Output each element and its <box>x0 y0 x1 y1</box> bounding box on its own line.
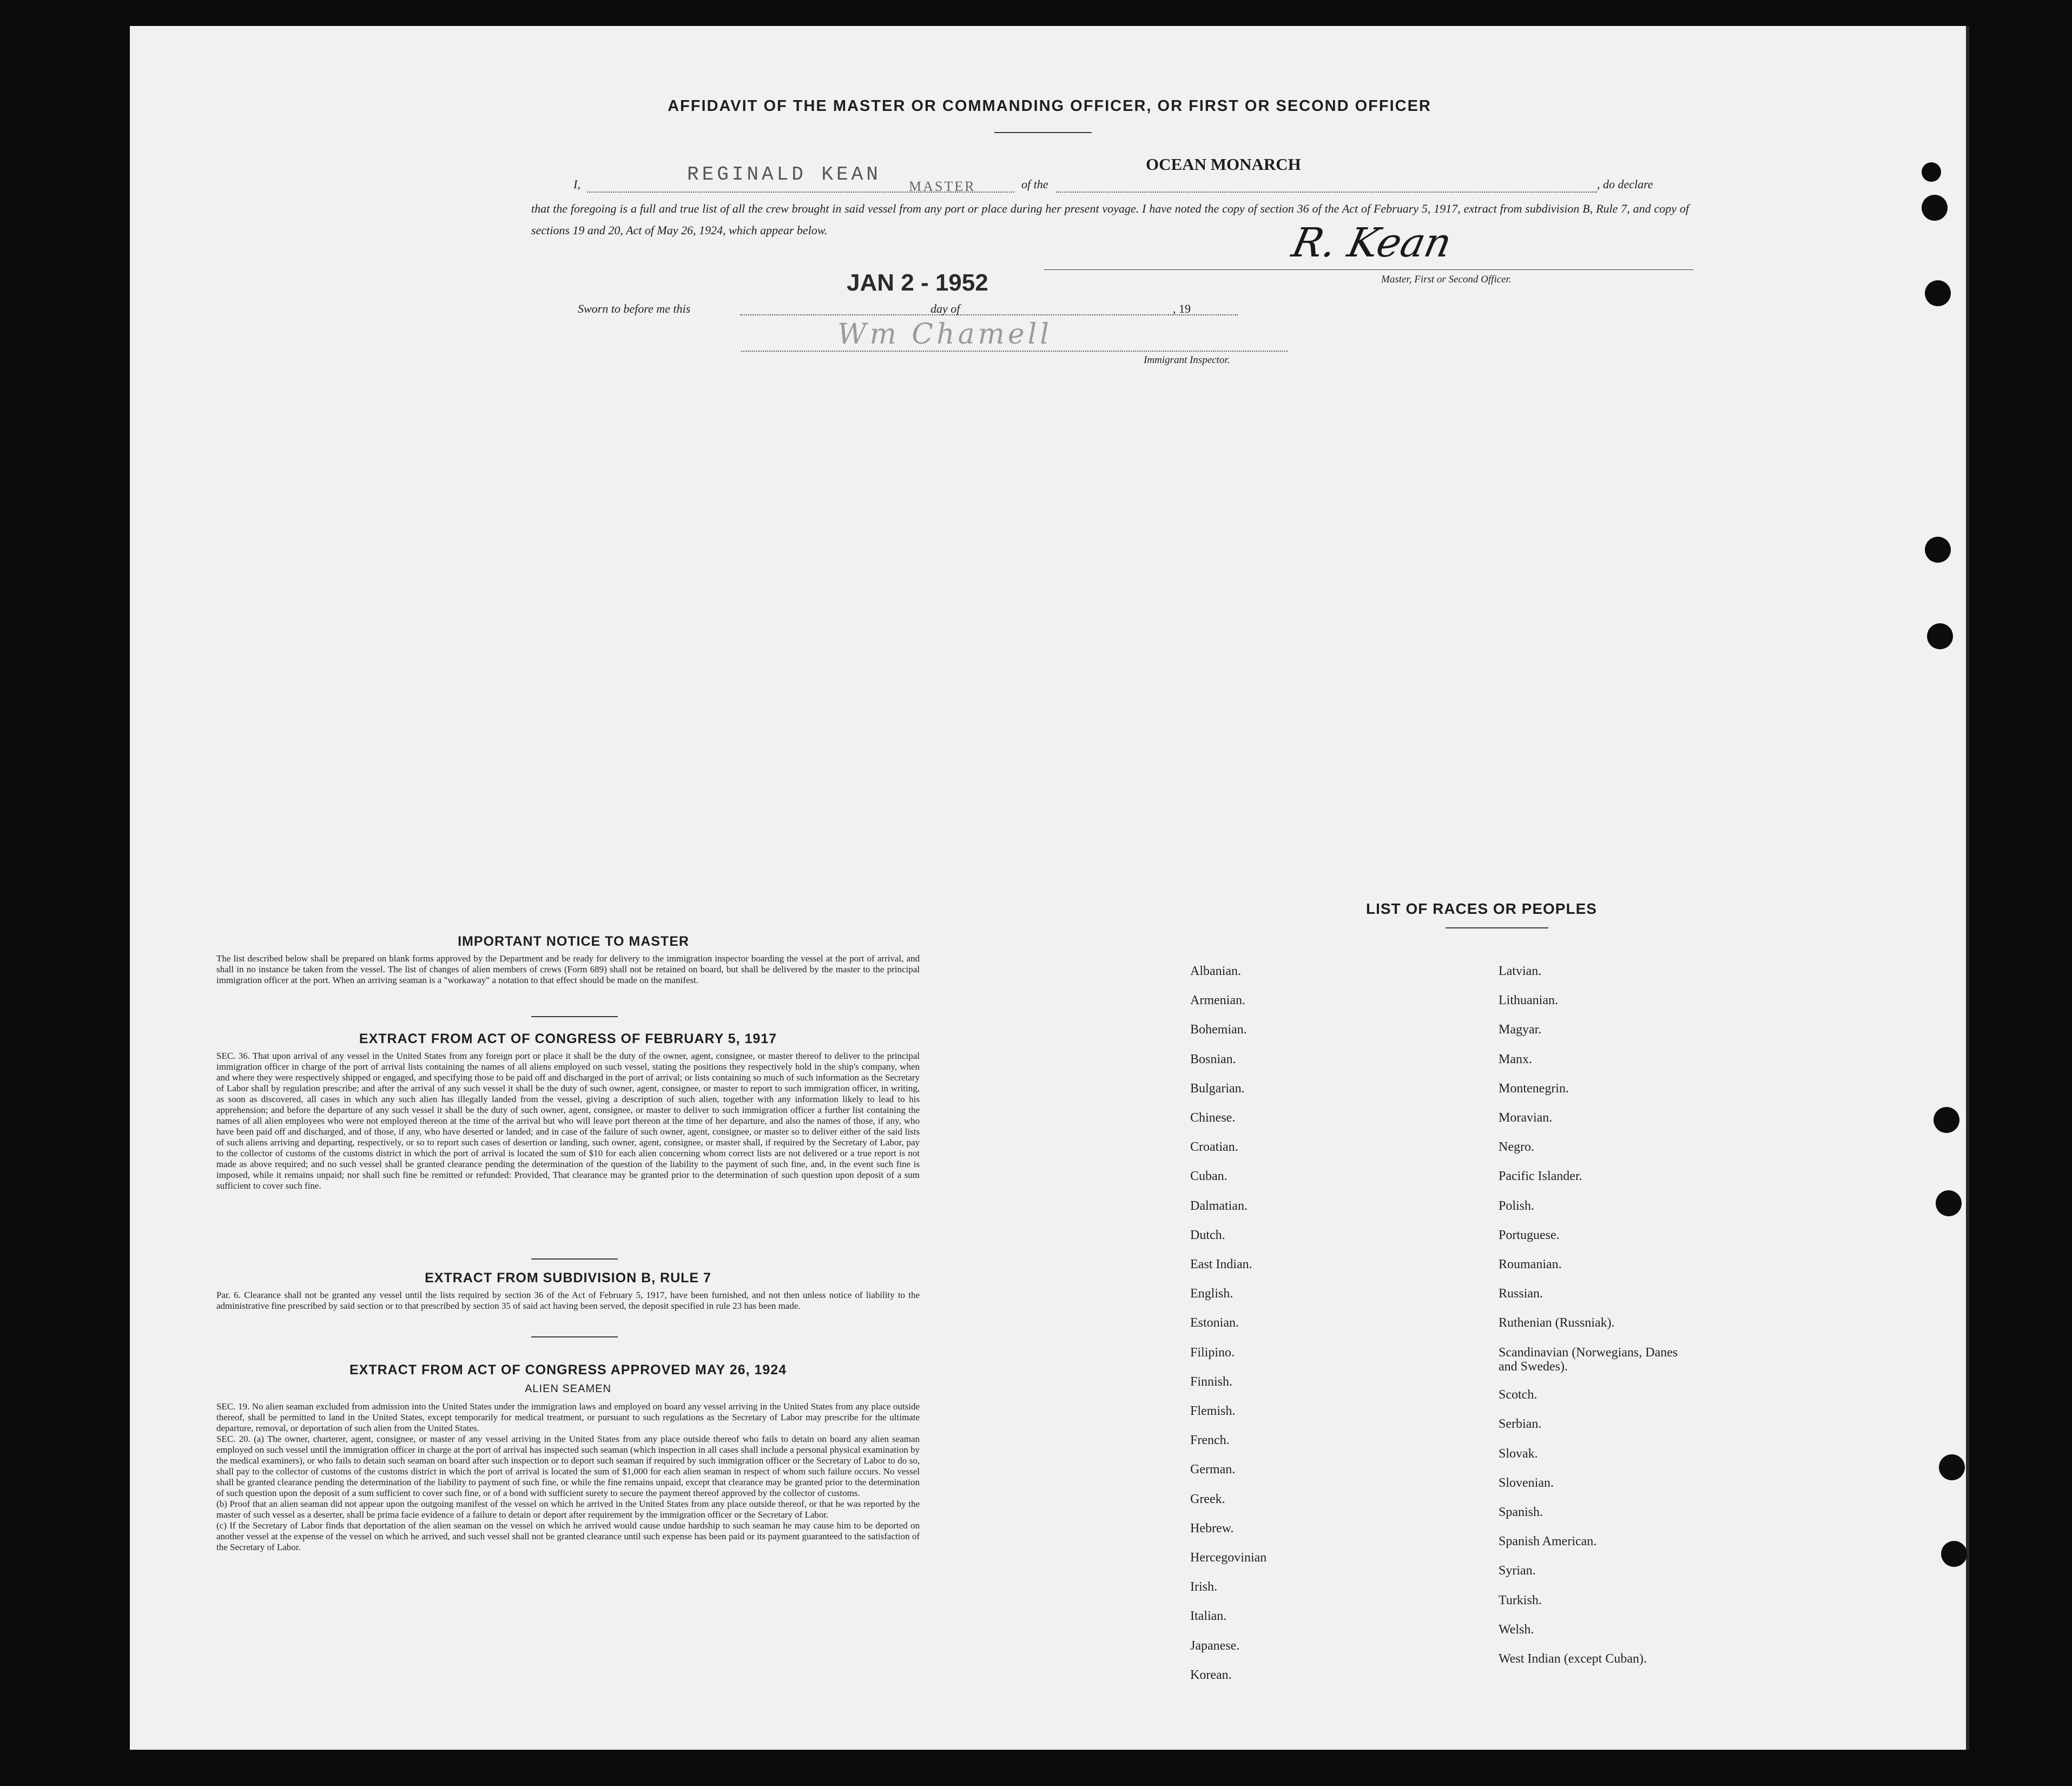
signature-line <box>1044 269 1693 270</box>
race-item: Slovak. <box>1499 1446 1538 1461</box>
punch-hole <box>1934 1107 1959 1133</box>
punch-hole <box>1941 1541 1967 1567</box>
sec20b-text: (b) Proof that an alien seaman did not appear upon the outgoing manifest of the vessel on which he arrived in the United States from any place outside thereof, or that he was reported by the master of such vessel as a deserter, shall be prima facie evidence of a failure to detain or deport after requirement by the immigration officer or the Secretary of Labor. <box>216 1499 920 1520</box>
extract-1917-text: SEC. 36. That upon arrival of any vessel in the United States from any foreign port or place it shall be the duty of the owner, agent, consignee, or master thereof to deliver to the principal immigration officer in charge of the port of arrival lists containing the names of all aliens employed on such vessel, stating the positions they respectively hold in the ship's company, when and where they were respectively shipped or engaged, and specifying those to be paid off and discharged in the port of arrival; or lists containing so much of such information as the Secretary of Labor shall by regulation prescribe; and after the arrival of any such vessel it shall be the duty of such owner, agent, consignee, or master to report to such immigration officer, in writing, as soon as discovered, all cases in which any such alien has illegally landed from the vessel, giving a description of such alien, together with any information likely to lead to his apprehension; and before the departure of any such vessel it shall be the duty of such owner, agent, consignee, or master to deliver to such immigration officer a further list containing the names of all alien employees who were not employed thereon at the time of the arrival but who will leave port thereon at the time of her departure, and also the names of those, if any, who have been paid off and discharged, and of those, if any, who have deserted or landed; and in case of the failure of such owner, agent, consignee, or master so to deliver either of the said lists of such aliens arriving and departing, respectively, or so to report such cases of desertion or landing, such owner, agent, consignee, or master shall, if required by the Secretary of Labor, pay to the collector of customs of the customs district in which the port of arrival is located the sum of $10 for each alien concerning whom correct lists are not delivered or a true report is not made as above required; and no such vessel shall be granted clearance pending the determination of the question of the liability to the payment of such fine, and, in the event such fine is imposed, while it remains unpaid; nor shall such fine be remitted or refunded: Provided, That clearance may be granted prior to the determination of such question upon deposit of a sum sufficient to cover such fine. <box>216 1051 920 1191</box>
race-item: Hercegovinian <box>1190 1551 1267 1565</box>
signature-caption: Master, First or Second Officer. <box>1381 274 1512 285</box>
race-item: Scotch. <box>1499 1388 1537 1402</box>
sec20c-text: (c) If the Secretary of Labor finds that deportation of the alien seaman on the vessel on which he arrived would cause undue hardship to such seaman he may cause him to be deported on another vessel at the expense of the vessel on which he arrived, and such vessel shall not be granted clearance until such expense has been paid or its payment guaranteed to the satisfaction of the Secretary of Labor. <box>216 1520 920 1552</box>
punch-hole <box>1922 195 1948 221</box>
extract-1917-heading: EXTRACT FROM ACT OF CONGRESS OF FEBRUARY 5, 1917 <box>359 1031 777 1046</box>
extract-rule7-heading: EXTRACT FROM SUBDIVISION B, RULE 7 <box>425 1270 711 1286</box>
race-item: German. <box>1190 1462 1236 1477</box>
punch-hole <box>1927 623 1953 649</box>
manifest-page <box>130 26 1969 1750</box>
race-item: Montenegrin. <box>1499 1081 1569 1096</box>
race-item: Filipino. <box>1190 1345 1235 1360</box>
inspector-line <box>741 351 1288 352</box>
race-item: Spanish American. <box>1499 1534 1597 1549</box>
race-item: East Indian. <box>1190 1257 1252 1271</box>
punch-hole <box>1922 162 1941 182</box>
race-item: Manx. <box>1499 1052 1532 1066</box>
race-item: Bohemian. <box>1190 1023 1247 1037</box>
race-item: Turkish. <box>1499 1593 1542 1607</box>
races-heading: LIST OF RACES OR PEOPLES <box>1366 900 1597 917</box>
extract-1924-heading: EXTRACT FROM ACT OF CONGRESS APPROVED MAY 26, 1924 <box>349 1362 787 1378</box>
race-item: Polish. <box>1499 1198 1535 1213</box>
extract-1924-text <box>216 1401 920 1553</box>
sworn-line <box>740 314 1238 315</box>
race-item: Scandinavian (Norwegians, Danes and Swedes). <box>1499 1345 1678 1374</box>
race-item: Lithuanian. <box>1499 993 1558 1008</box>
race-item: Albanian. <box>1190 964 1241 978</box>
day-of-label: day of <box>931 302 960 315</box>
date-stamp: JAN 2 - 1952 <box>847 269 988 296</box>
race-item: Japanese. <box>1190 1638 1240 1653</box>
race-item: Spanish. <box>1499 1505 1543 1519</box>
vessel-line <box>1056 192 1597 193</box>
race-item: Chinese. <box>1190 1111 1236 1125</box>
race-item: Welsh. <box>1499 1622 1534 1637</box>
divider <box>531 1336 618 1337</box>
race-item: Dutch. <box>1190 1228 1225 1242</box>
divider <box>994 132 1092 133</box>
race-item: West Indian (except Cuban). <box>1499 1651 1647 1666</box>
race-item: Negro. <box>1499 1140 1534 1155</box>
race-item: Bulgarian. <box>1190 1081 1245 1096</box>
do-declare-label: , do declare <box>1597 177 1653 191</box>
notice-text: The list described below shall be prepared on blank forms approved by the Department and be ready for delivery to the immigration inspector boarding the vessel at the port of arrival, and shall in no instance be taken from the vessel. The list of changes of alien members of crews (Form 689) shall not be retained on board, but shall be delivered by the master to the principal immigration officer at the port. When an arriving seaman is a "workaway" a notation to that effect should be made on the manifest. <box>216 953 920 985</box>
master-signature: R. Kean <box>1288 220 1456 266</box>
year-prefix: , 19 <box>1173 302 1191 315</box>
sec19-text: SEC. 19. No alien seaman excluded from admission into the United States under the immigration laws and employed on board any vessel arriving in the United States from any place outside thereof, shall be permitted to land in the United States, except temporarily for medical treatment, or pursuant to such regulations as the Secretary of Labor may prescribe for the ultimate departure, removal, or deportation of such alien from the United States. <box>216 1401 920 1433</box>
punch-hole <box>1939 1454 1965 1480</box>
race-item: Irish. <box>1190 1580 1217 1594</box>
punch-hole <box>1936 1190 1962 1216</box>
divider <box>531 1258 618 1260</box>
race-item: Slovenian. <box>1499 1475 1554 1490</box>
race-item: Greek. <box>1190 1492 1225 1506</box>
race-item: Pacific Islander. <box>1499 1169 1582 1184</box>
race-item: Armenian. <box>1190 993 1245 1008</box>
of-the-label: of the <box>1021 177 1048 191</box>
race-item: Roumanian. <box>1499 1257 1562 1271</box>
race-item: Estonian. <box>1190 1316 1239 1330</box>
race-item: English. <box>1190 1287 1233 1301</box>
race-item: French. <box>1190 1433 1230 1448</box>
race-item: Moravian. <box>1499 1111 1553 1125</box>
rank-stamp: MASTER <box>909 179 976 194</box>
race-item: Russian. <box>1499 1287 1543 1301</box>
race-item: Bosnian. <box>1190 1052 1236 1066</box>
race-item: Flemish. <box>1190 1404 1236 1418</box>
race-item: Croatian. <box>1190 1140 1238 1155</box>
alien-seamen-subheading: ALIEN SEAMEN <box>525 1383 611 1395</box>
race-item: Hebrew. <box>1190 1521 1234 1535</box>
extract-rule7-text: Par. 6. Clearance shall not be granted any vessel until the lists required by section 36 of the Act of February 5, 1917, have been furnished, and not then unless notice of liability to the administrative fine prescribed by said section or to that prescribed by section 35 of said act having been served, the deposit specified in rule 23 has been made. <box>216 1290 920 1311</box>
divider <box>1446 927 1548 928</box>
race-item: Portuguese. <box>1499 1228 1560 1242</box>
punch-hole <box>1925 280 1951 306</box>
vessel-name: OCEAN MONARCH <box>1146 155 1301 174</box>
sworn-label: Sworn to before me this <box>578 302 691 315</box>
race-item: Italian. <box>1190 1609 1227 1624</box>
race-item: Ruthenian (Russniak). <box>1499 1316 1615 1330</box>
inspector-signature: Wm Chamell <box>837 318 1052 351</box>
race-item: Korean. <box>1190 1668 1232 1682</box>
master-name-stamp: REGINALD KEAN <box>687 163 881 186</box>
inspector-caption: Immigrant Inspector. <box>1144 354 1230 366</box>
race-item: Magyar. <box>1499 1023 1542 1037</box>
race-item: Latvian. <box>1499 964 1542 978</box>
race-item: Serbian. <box>1499 1417 1542 1432</box>
race-item: Syrian. <box>1499 1564 1536 1578</box>
i-label: I, <box>573 177 580 191</box>
affidavit-body: that the foregoing is a full and true list of all the crew brought in said vessel from any port or place during her present voyage. I have noted the copy of section 36 of the Act of February 5, 1917, extract from subdivision B, Rule 7, and copy of sections 19 and 20, Act of May 26, 1924, which appear below. <box>531 202 1689 237</box>
notice-heading: IMPORTANT NOTICE TO MASTER <box>458 934 689 949</box>
race-item: Dalmatian. <box>1190 1198 1248 1213</box>
punch-hole <box>1925 537 1951 563</box>
sec20a-text: SEC. 20. (a) The owner, charterer, agent, consignee, or master of any vessel arriving in the United States from any place outside thereof who fails to detain on board any alien seaman employed on such vessel until the immigration officer in charge at the port of arrival has inspected such seaman (which inspection in all cases shall include a personal physical examination by the medical examiners), or who fails to detain such seaman on board after such inspection or to deport such seaman if required by such immigration officer or the Secretary of Labor to do so, shall pay to the collector of customs of the customs district in which the port of arrival is located the sum of $1,000 for each alien seaman in respect of whom such failure occurs. No vessel shall be granted clearance pending the determination of the liability to payment of such fine, or while the fine remains unpaid, except that clearance may be granted prior to the determination of such question upon the deposit of a sum sufficient to cover such fine, or of a bond with sufficient surety to secure the payment thereof approved by the collector of customs. <box>216 1434 920 1498</box>
race-item: Finnish. <box>1190 1374 1233 1389</box>
race-item: Cuban. <box>1190 1169 1228 1184</box>
divider <box>531 1016 618 1017</box>
affidavit-heading: AFFIDAVIT OF THE MASTER OR COMMANDING OFFICER, OR FIRST OR SECOND OFFICER <box>668 97 1431 115</box>
